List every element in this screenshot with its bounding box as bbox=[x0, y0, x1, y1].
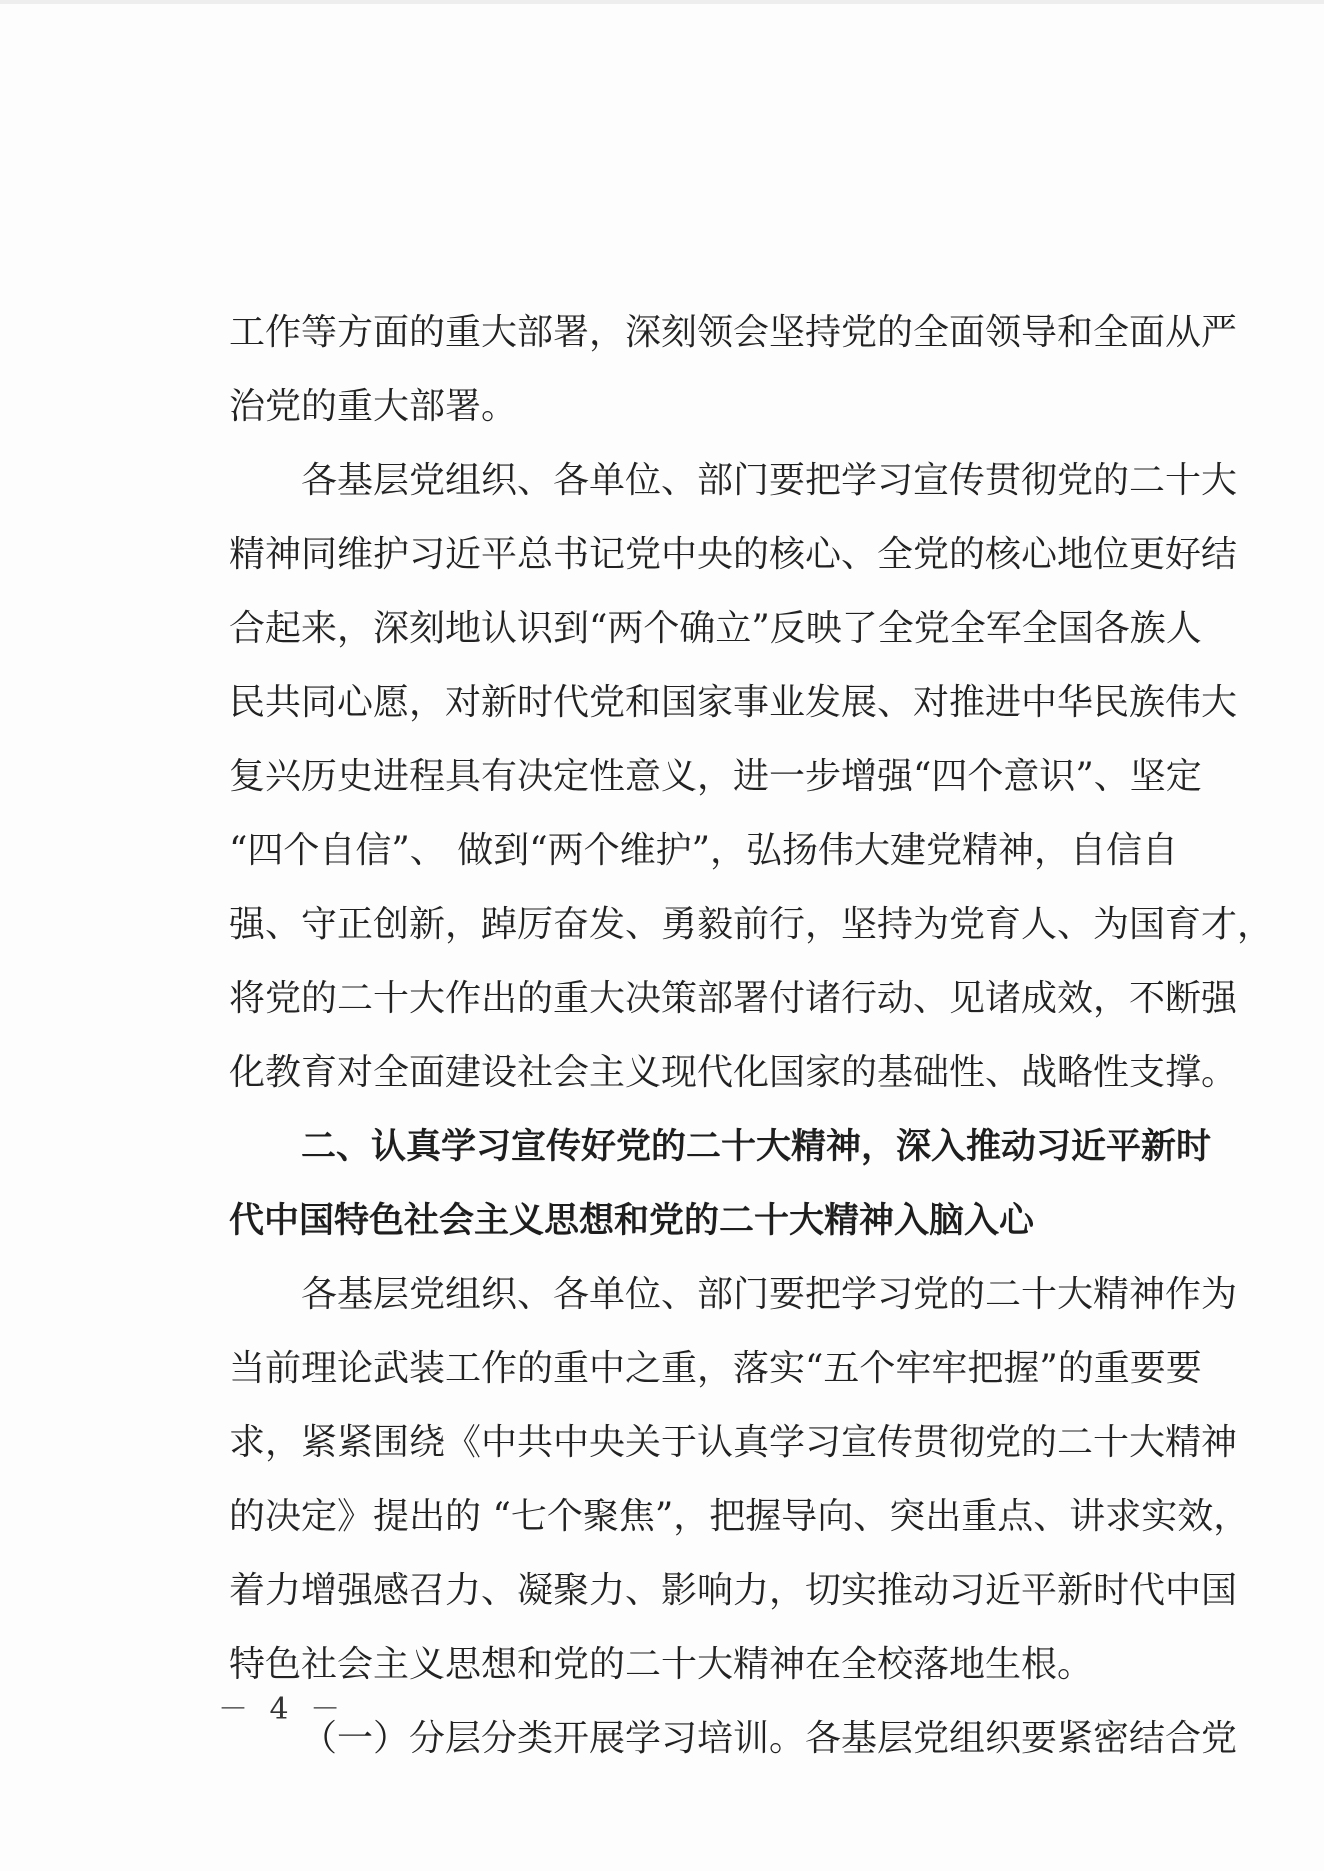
paragraph-line: 化教育对全面建设社会主义现代化国家的基础性、战略性支撑。 bbox=[229, 1052, 1238, 1093]
paragraph-line: 着力增强感召力、凝聚力、影响力，切实推动习近平新时代中国 bbox=[229, 1570, 1238, 1611]
paragraph-line: 当前理论武装工作的重中之重，落实“五个牢牢把握”的重要要 bbox=[229, 1348, 1202, 1389]
paragraph-line: 治党的重大部署。 bbox=[229, 386, 518, 427]
paragraph-line: 复兴历史进程具有决定性意义，进一步增强“四个意识”、坚定 bbox=[229, 756, 1202, 797]
paragraph-line: 精神同维护习近平总书记党中央的核心、全党的核心地位更好结 bbox=[229, 534, 1238, 575]
section-heading-line: 代中国特色社会主义思想和党的二十大精神入脑入心 bbox=[229, 1201, 1035, 1241]
paragraph-line: 将党的二十大作出的重大决策部署付诸行动、见诸成效，不断强 bbox=[229, 978, 1238, 1019]
paragraph-line: 民共同心愿，对新时代党和国家事业发展、对推进中华民族伟大 bbox=[229, 682, 1238, 723]
paragraph-line: 工作等方面的重大部署，深刻领会坚持党的全面领导和全面从严 bbox=[229, 312, 1238, 353]
paragraph-line: 各基层党组织、各单位、部门要把学习宣传贯彻党的二十大 bbox=[301, 460, 1238, 501]
paragraph-line: 特色社会主义思想和党的二十大精神在全校落地生根。 bbox=[229, 1644, 1094, 1685]
paragraph-line: 强、守正创新，踔厉奋发、勇毅前行，坚持为党育人、为国育才， bbox=[229, 904, 1274, 945]
page-number: － 4 － bbox=[218, 1692, 347, 1727]
page-top-edge bbox=[0, 0, 1324, 4]
paragraph-line: 合起来，深刻地认识到“两个确立”反映了全党全军全国各族人 bbox=[229, 608, 1202, 649]
paragraph-line: “四个自信”、 做到“两个维护”，弘扬伟大建党精神，自信自 bbox=[229, 830, 1179, 871]
section-heading-line: 二、认真学习宣传好党的二十大精神，深入推动习近平新时 bbox=[301, 1127, 1212, 1167]
paragraph-line: 各基层党组织、各单位、部门要把学习党的二十大精神作为 bbox=[301, 1274, 1238, 1315]
paragraph-line: （一）分层分类开展学习培训。各基层党组织要紧密结合党 bbox=[301, 1718, 1238, 1759]
paragraph-line: 的决定》提出的 “七个聚焦”，把握导向、突出重点、讲求实效， bbox=[229, 1496, 1250, 1537]
document-body bbox=[229, 296, 1274, 1776]
paragraph-line: 求，紧紧围绕《中共中央关于认真学习宣传贯彻党的二十大精神 bbox=[229, 1422, 1238, 1463]
